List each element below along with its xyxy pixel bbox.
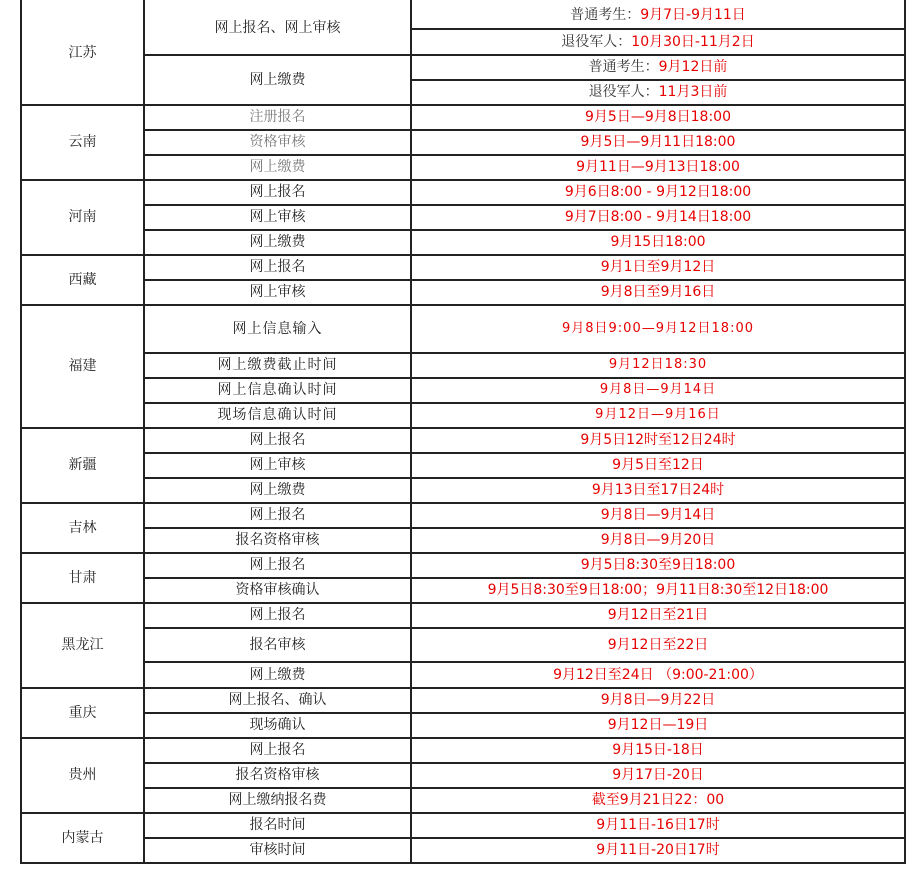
time-value: 9月8日—9月14日 [600,507,716,523]
time-value: 9月12日至22日 [607,636,709,653]
time-value: 9月1日至9月12日 [600,259,716,275]
time-prefix: 退役军人： [561,33,632,50]
province-name: 甘肃 [68,569,97,586]
item-label: 报名资格审核 [235,767,320,783]
time-value [412,55,904,79]
time-value: 9月5日12时至12日24时 [580,432,736,448]
item-label: 网上缴费 [249,666,306,683]
province-name: 云南 [68,134,97,150]
time-value [412,80,904,104]
time-value: 9月8日—9月22日 [600,692,716,708]
province-name: 江苏 [68,44,97,61]
time-value [412,29,904,54]
province-name: 贵州 [68,767,97,783]
province-name: 内蒙古 [61,829,104,846]
item-label: 网上报名 [249,557,306,573]
item-label: 注册报名 [249,109,306,125]
time-value: 9月8日9:00—9月12日18:00 [561,320,754,336]
time-value: 9月13日至17日24时 [591,482,725,498]
item-label: 网上审核 [249,209,306,225]
time-date: 10月30日-11月2日 [631,33,755,50]
time-prefix: 退役军人： [588,84,659,100]
time-value: 9月5日—9月8日18:00 [585,109,731,125]
time-date: 9月12日前 [658,59,728,75]
time-value: 9月5日至12日 [612,457,704,473]
item-label: 报名时间 [249,817,306,833]
time-value: 9月6日8:00 - 9月12日18:00 [564,184,752,200]
province-name: 吉林 [68,519,97,536]
item-label: 网上缴费 [249,159,306,175]
time-value: 9月12日—19日 [607,717,709,733]
time-value: 9月11日-16日17时 [596,817,720,833]
item-label: 现场信息确认时间 [217,407,338,423]
item-label: 网上报名、网上审核 [214,19,341,36]
item-label: 资格审核 [249,134,306,150]
time-value: 9月12日18:30 [608,357,708,372]
item-label: 网上缴纳报名费 [228,792,327,808]
time-value: 截至9月21日22：00 [591,792,725,808]
item-label: 网上缴费 [249,234,306,250]
item-label: 网上信息确认时间 [217,382,338,398]
time-value: 9月7日8:00 - 9月14日18:00 [564,209,752,225]
item-label: 网上审核 [249,457,306,473]
time-value: 9月17日-20日 [612,767,704,783]
item-label: 现场确认 [249,717,306,733]
time-date: 9月7日-9月11日 [640,6,746,23]
time-prefix: 普通考生： [588,59,659,75]
item-label: 报名资格审核 [235,532,320,548]
item-label: 网上审核 [249,284,306,300]
province-name: 河南 [68,209,97,225]
item-label: 网上信息输入 [232,320,323,337]
province-name: 西藏 [68,271,97,288]
time-value: 9月8日—9月14日 [599,382,717,397]
item-label: 报名审核 [249,636,306,653]
item-label: 网上缴费截止时间 [217,357,338,373]
item-label: 网上报名 [249,432,306,448]
time-date: 11月3日前 [658,84,728,100]
time-value: 9月5日8:30至9日18:00；9月11日8:30至12日18:00 [487,582,829,598]
time-value: 9月12日至21日 [607,607,709,623]
item-label: 网上缴费 [249,482,306,498]
time-value: 9月8日至9月16日 [600,284,716,300]
time-value: 9月8日—9月20日 [600,532,716,548]
time-value: 9月5日8:30至9日18:00 [580,557,736,573]
item-label: 网上报名 [249,742,306,758]
time-value: 9月15日18:00 [610,234,706,250]
time-prefix: 普通考生： [570,6,641,23]
item-label: 网上报名、确认 [228,692,327,708]
item-label: 网上缴费 [249,71,306,88]
time-value: 9月12日—9月16日 [595,407,721,422]
province-name: 黑龙江 [61,637,104,653]
time-value [412,1,904,28]
time-value: 9月12日至24日 （9:00-21:00） [553,666,763,683]
item-label: 审核时间 [249,842,306,858]
row-border [143,862,906,864]
item-label: 网上报名 [249,184,306,200]
item-label: 网上报名 [249,607,306,623]
time-value: 9月11日—9月13日18:00 [576,159,740,175]
province-name: 新疆 [68,457,97,473]
time-value: 9月11日-20日17时 [596,842,720,858]
item-label: 网上报名 [249,507,306,523]
province-name: 福建 [68,358,97,374]
item-label: 资格审核确认 [235,582,320,598]
time-value: 9月15日-18日 [612,742,704,758]
time-value: 9月5日—9月11日18:00 [580,134,736,150]
item-label: 网上报名 [249,259,306,275]
province-name: 重庆 [68,704,97,721]
